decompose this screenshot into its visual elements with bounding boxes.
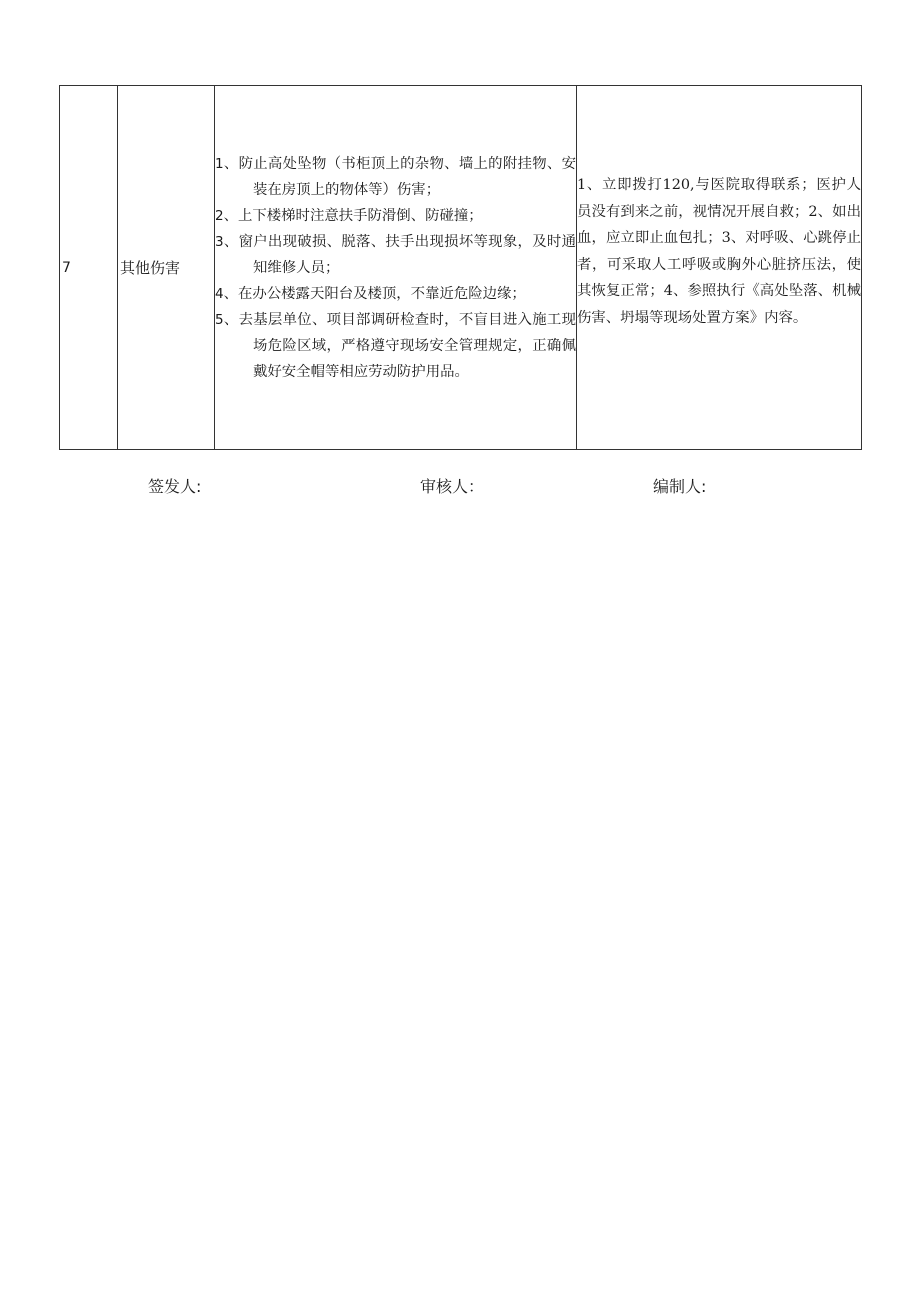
editor-label: 编制人: (653, 477, 707, 496)
measure-number: 2 (215, 207, 224, 224)
measure-item (215, 281, 576, 307)
measure-number: 4 (215, 285, 224, 302)
measure-text: 、在办公楼露天阳台及楼顶，不靠近危险边缘； (223, 285, 526, 302)
issuer-label: 签发人: (148, 477, 202, 496)
row-number: 7 (60, 86, 118, 450)
measure-number: 3 (215, 233, 224, 250)
measure-number: 1 (215, 155, 224, 172)
measure-text: 、窗户出现破损、脱落、扶手出现损坏等现象，及时通知维修人员； (223, 233, 576, 276)
measure-item (215, 307, 576, 385)
measure-number: 5 (215, 311, 224, 328)
table-row (60, 86, 862, 450)
hazard-type: 其他伤害 (118, 86, 215, 450)
measure-text: 、上下楼梯时注意扶手防滑倒、防碰撞； (223, 207, 483, 224)
prevention-measures-cell (215, 86, 577, 450)
hazard-table (59, 85, 862, 450)
reviewer-label: 审核人： (420, 477, 485, 496)
measure-text: 、去基层单位、项目部调研检查时，不盲目进入施工现场危险区域，严格遵守现场安全管理规定，正确佩戴好安全帽等相应劳动防护用品。 (223, 311, 576, 380)
measure-item (215, 151, 576, 203)
emergency-response-cell (577, 86, 862, 450)
signature-row (0, 474, 920, 500)
emergency-response-text: 1、立即拨打120,与医院取得联系；医护人员没有到来之前，视情况开展自救；2、如出血，应立即止血包扎；3、对呼吸、心跳停止者，可采取人工呼吸或胸外心脏挤压法，使其恢复正常；4、参照执行《高处坠落、机械伤害、坍塌等现场处置方案》内容。 (577, 177, 861, 326)
measure-item (215, 229, 576, 281)
measure-text: 、防止高处坠物（书柜顶上的杂物、墙上的附挂物、安装在房顶上的物体等）伤害； (223, 155, 576, 198)
prevention-measures-list (215, 151, 576, 385)
measure-item (215, 203, 576, 229)
